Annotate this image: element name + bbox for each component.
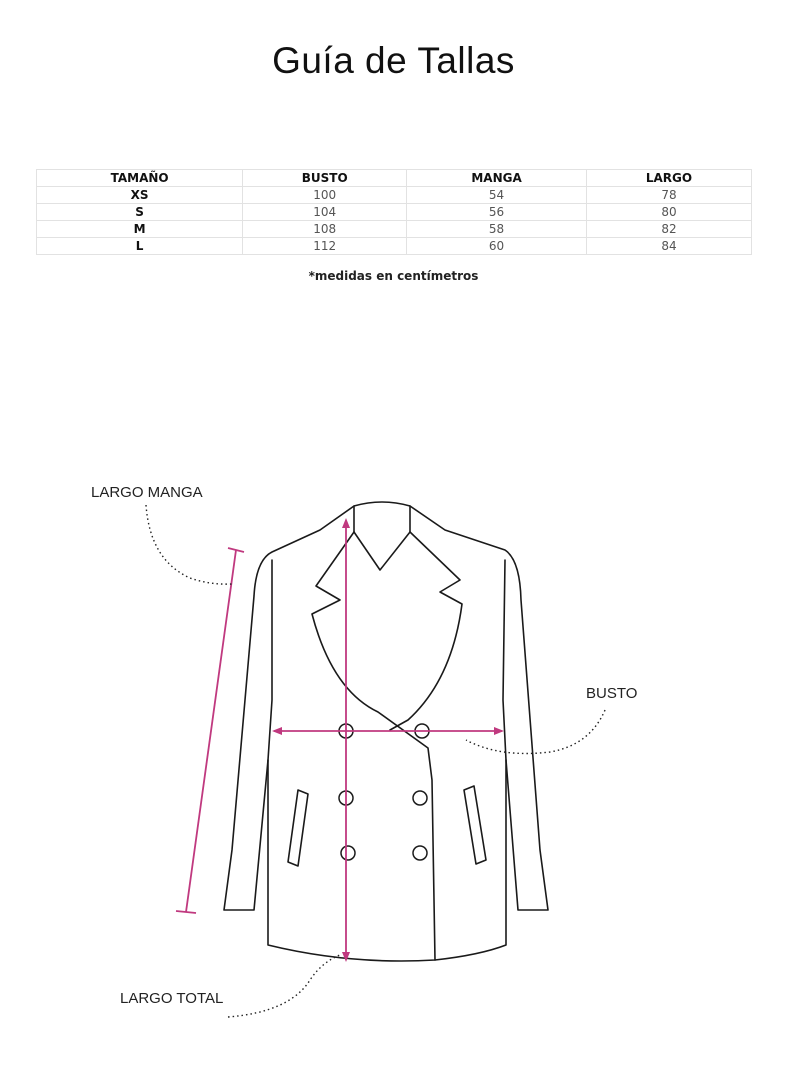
leader-largo-manga: [146, 505, 232, 584]
right-pocket: [464, 786, 486, 864]
table-row: [37, 238, 752, 255]
cell-manga: 60: [407, 238, 587, 255]
cell-size: S: [37, 204, 243, 221]
arrow-down-icon: [342, 952, 350, 962]
left-lapel-outline: [312, 532, 435, 960]
arrow-left-icon: [272, 727, 282, 735]
header-tamano: TAMAÑO: [37, 170, 243, 187]
table-header-row: [37, 170, 752, 187]
table-row: [37, 221, 752, 238]
right-sleeve-outline: [410, 506, 548, 910]
size-table: [36, 169, 752, 255]
table-row: [37, 187, 752, 204]
cell-largo: 82: [586, 221, 751, 238]
cell-manga: 56: [407, 204, 587, 221]
cell-largo: 80: [586, 204, 751, 221]
button: [341, 846, 355, 860]
cell-largo: 84: [586, 238, 751, 255]
cell-size: L: [37, 238, 243, 255]
cell-manga: 54: [407, 187, 587, 204]
collar-outline: [354, 502, 410, 532]
header-manga: MANGA: [407, 170, 587, 187]
cell-busto: 100: [243, 187, 407, 204]
leader-lines: [146, 505, 605, 1017]
largo-manga-line: [186, 550, 236, 912]
cell-size: XS: [37, 187, 243, 204]
blazer-measurement-diagram: [60, 460, 680, 1030]
label-largo-manga: LARGO MANGA: [91, 484, 203, 501]
leader-largo-total: [228, 955, 340, 1017]
button: [413, 791, 427, 805]
collar-inner: [354, 532, 410, 570]
arrow-right-icon: [494, 727, 504, 735]
cell-busto: 104: [243, 204, 407, 221]
largo-manga-cap-bottom: [176, 911, 196, 913]
page-title: Guía de Tallas: [272, 40, 515, 81]
cell-largo: 78: [586, 187, 751, 204]
table-row: [37, 204, 752, 221]
buttons: [339, 724, 429, 860]
body-outline: [268, 560, 506, 961]
left-pocket: [288, 790, 308, 866]
button: [413, 846, 427, 860]
cell-size: M: [37, 221, 243, 238]
measurement-note: *medidas en centímetros: [308, 269, 479, 283]
right-lapel-outline: [390, 532, 462, 730]
label-largo-total: LARGO TOTAL: [120, 990, 224, 1007]
arrow-up-icon: [342, 518, 350, 528]
cell-busto: 112: [243, 238, 407, 255]
cell-busto: 108: [243, 221, 407, 238]
header-busto: BUSTO: [243, 170, 407, 187]
label-busto: BUSTO: [586, 685, 638, 702]
header-largo: LARGO: [586, 170, 751, 187]
cell-manga: 58: [407, 221, 587, 238]
